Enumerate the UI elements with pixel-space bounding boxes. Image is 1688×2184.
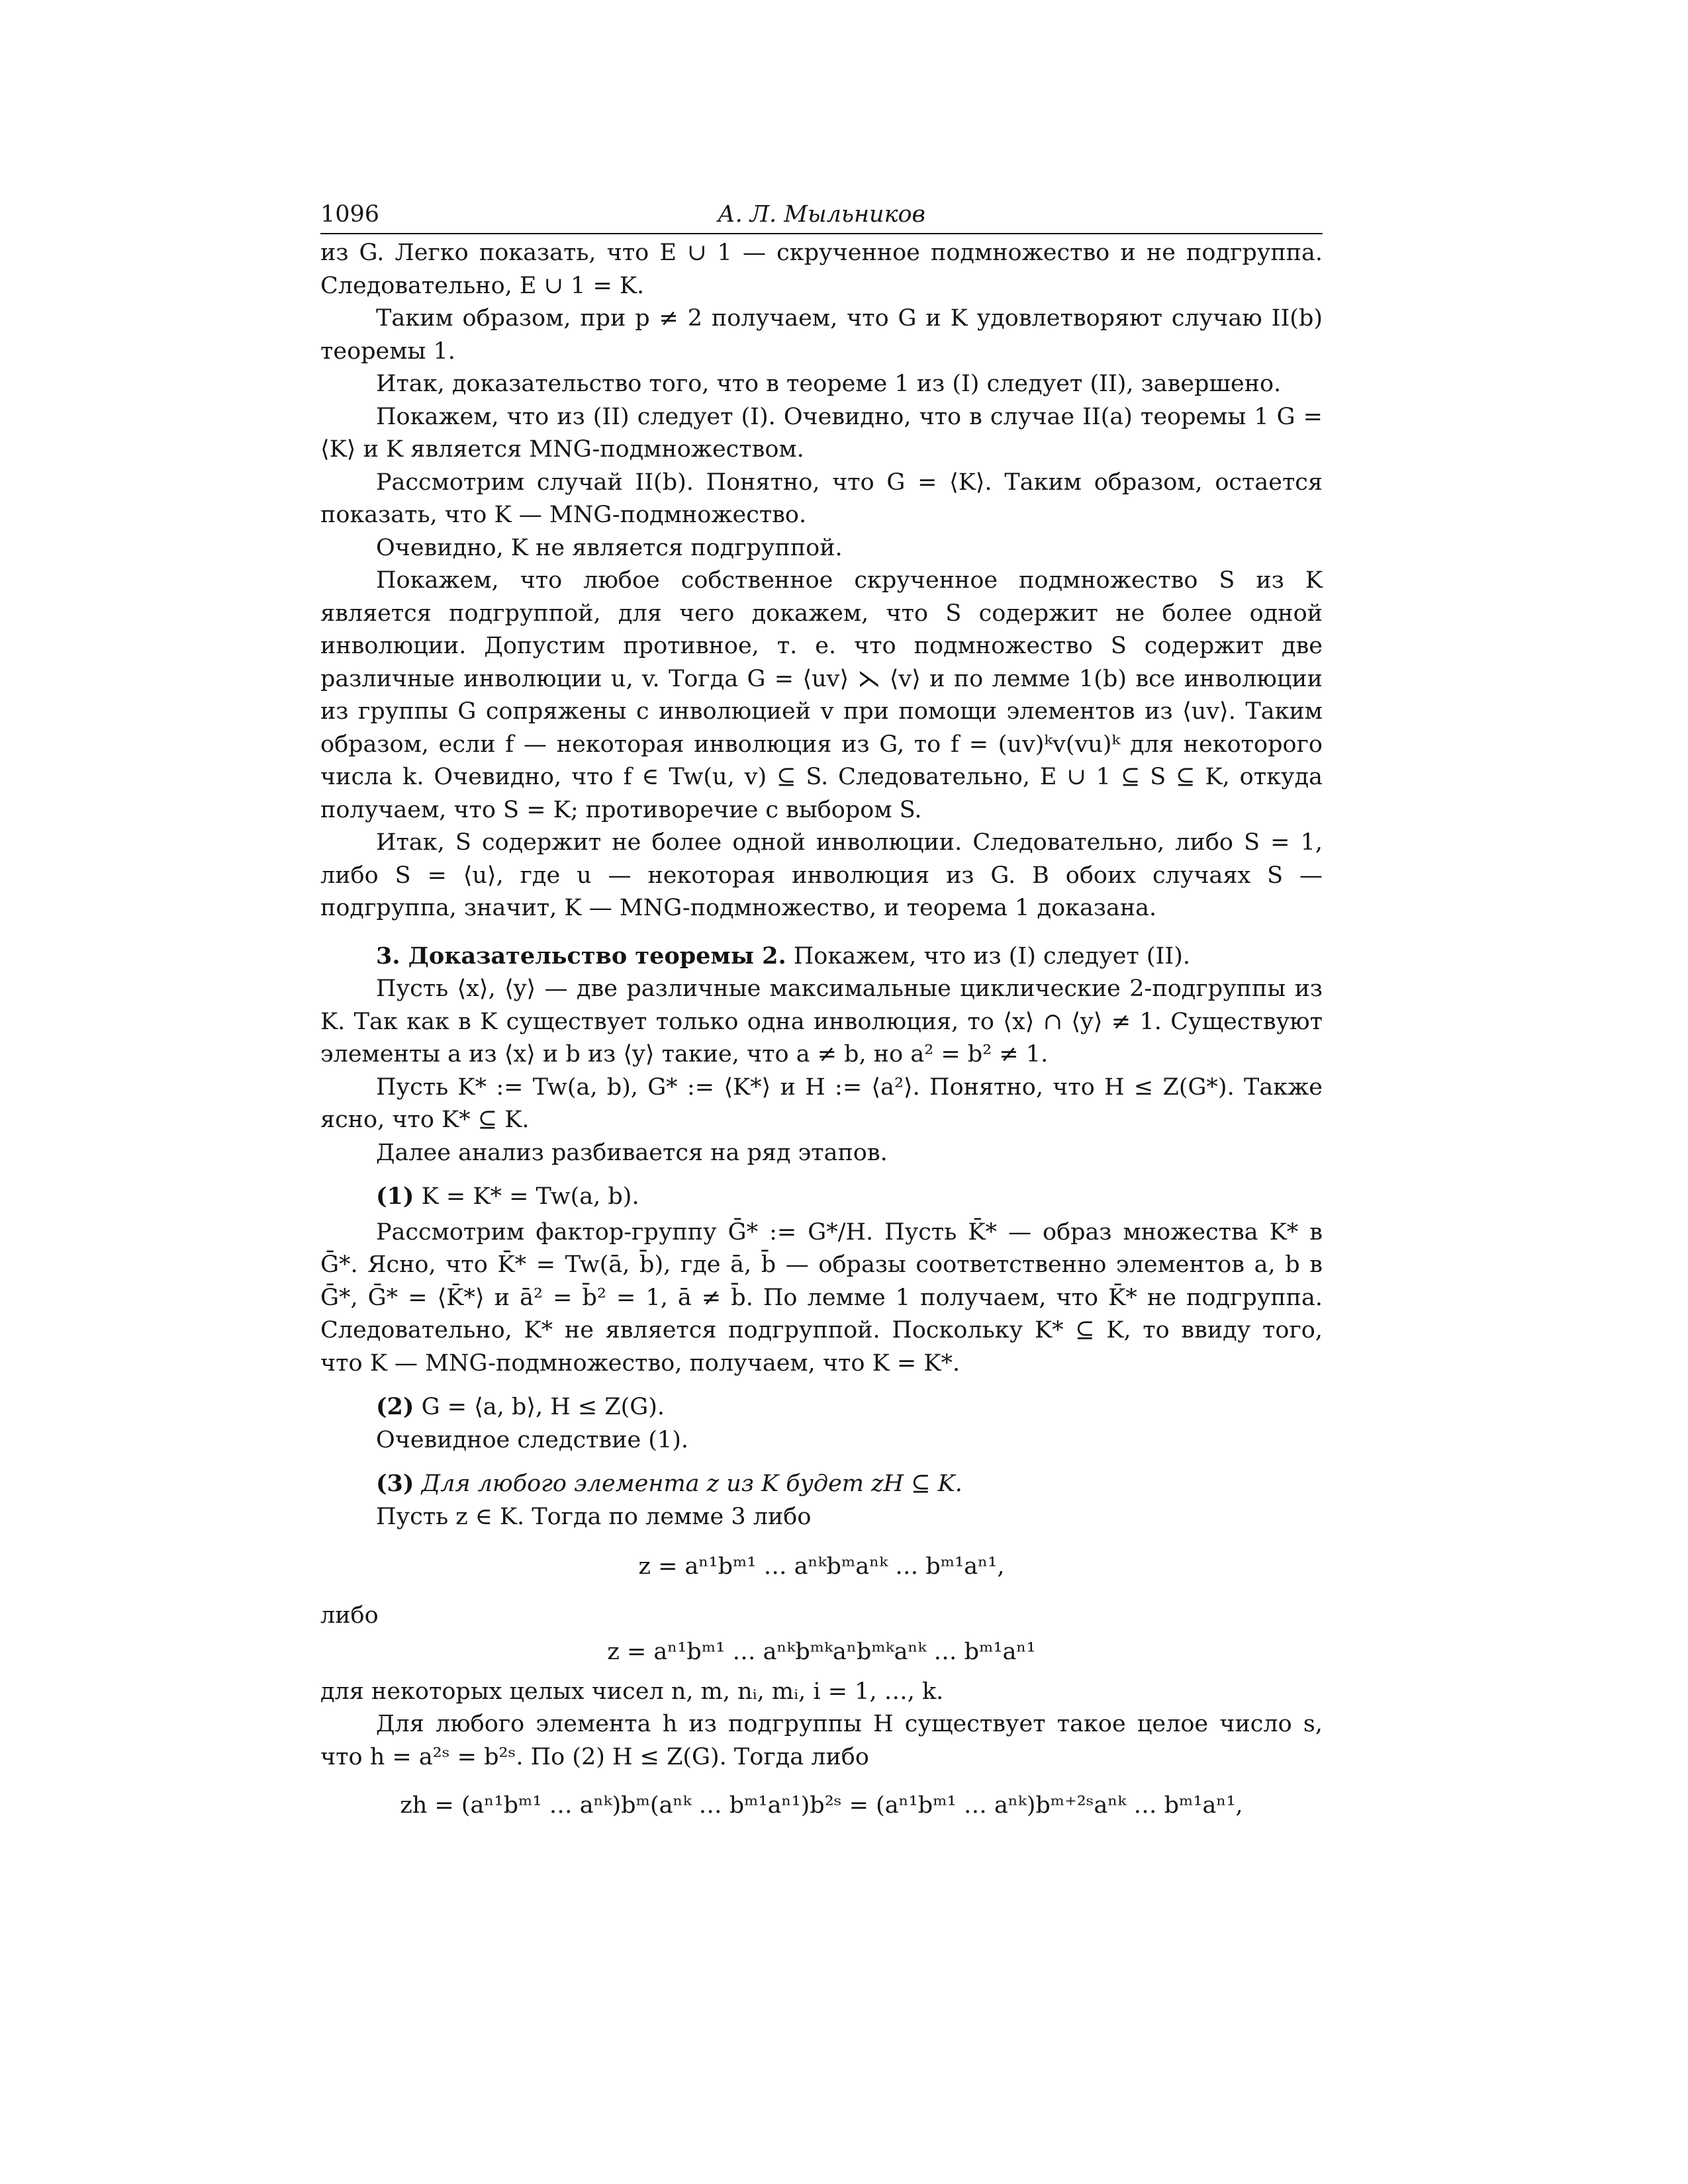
section-3-paragraph xyxy=(320,940,1323,974)
paragraph: Для любого элемента h из подгруппы H существует такое целое число s, что h = a²ˢ = b²ˢ. По (2) H ≤ Z(G). Тогда либо xyxy=(320,1711,1323,1770)
paragraph: для некоторых целых чисел n, m, nᵢ, mᵢ, i = 1, …, k. xyxy=(320,1678,944,1705)
page-number: 1096 xyxy=(320,201,380,228)
page xyxy=(320,199,1323,1823)
section-3-text: Покажем, что из (I) следует (II). xyxy=(786,942,1190,970)
equation-2: z = aⁿ¹bᵐ¹ … aⁿᵏbᵐᵏaⁿbᵐᵏaⁿᵏ … bᵐ¹aⁿ¹ xyxy=(607,1639,1036,1665)
paragraph: Покажем, что из (II) следует (I). Очевидно, что в случае II(a) теоремы 1 G = ⟨K⟩ и K является MNG-подмножеством. xyxy=(320,403,1323,463)
step-3-number: (3) xyxy=(376,1470,414,1497)
paragraph: Пусть z ∈ K. Тогда по лемме 3 либо xyxy=(376,1503,812,1530)
paragraph: Пусть K* := Tw(a, b), G* := ⟨K*⟩ и H := ⟨a²⟩. Понятно, что H ≤ Z(G*). Также ясно, что K* ⊆ K. xyxy=(320,1073,1323,1133)
step-2 xyxy=(320,1390,1323,1424)
step-2-statement: G = ⟨a, b⟩, H ≤ Z(G). xyxy=(414,1394,665,1420)
equation-1: z = aⁿ¹bᵐ¹ … aⁿᵏbᵐaⁿᵏ … bᵐ¹aⁿ¹, xyxy=(638,1553,1005,1580)
paragraph: из G. Легко показать, что E ∪ 1 — скрученное подмножество и не подгруппа. Следовательно, E ∪ 1 = K. xyxy=(320,240,1323,299)
paragraph: Рассмотрим случай II(b). Понятно, что G = ⟨K⟩. Таким образом, остается показать, что K — MNG-подмножество. xyxy=(320,469,1323,528)
running-header xyxy=(320,199,1323,234)
section-3-title: 3. Доказательство теоремы 2. xyxy=(376,942,786,970)
paragraph: либо xyxy=(320,1602,379,1629)
step-2-number: (2) xyxy=(376,1393,414,1420)
paragraph: Покажем, что любое собственное скрученное подмножество S из K является подгруппой, для чего докажем, что S содержит не более одной инволюции. Допустим противное, т. е. что подмножество S содержит две различные инволюции u, v. Тогда G = ⟨uv⟩ ⋋ ⟨v⟩ и по лемме 1(b) все инволюции из группы G сопряжены с инволюцией v при помощи элементов из ⟨uv⟩. Таким образом, если f — некоторая инволюция из G, то f = (uv)ᵏv(vu)ᵏ для некоторого числа k. Очевидно, что f ∈ Tw(u, v) ⊆ S. Следовательно, E ∪ 1 ⊆ S ⊆ K, откуда получаем, что S = K; противоречие с выбором S. xyxy=(320,567,1323,823)
paragraph: Далее анализ разбивается на ряд этапов. xyxy=(376,1139,888,1166)
paragraph: Очевидно, K не является подгруппой. xyxy=(376,534,843,561)
paragraph: Итак, S содержит не более одной инволюции. Следовательно, либо S = 1, либо S = ⟨u⟩, где u — некоторая инволюция из G. В обоих случаях S — подгруппа, значит, K — MNG-подмножество, и теорема 1 доказана. xyxy=(320,829,1323,921)
paragraph: Пусть ⟨x⟩, ⟨y⟩ — две различные максимальные циклические 2-подгруппы из K. Так как в K существует только одна инволюция, то ⟨x⟩ ∩ ⟨y⟩ ≠ 1. Существуют элементы a из ⟨x⟩ и b из ⟨y⟩ такие, что a ≠ b, но a² = b² ≠ 1. xyxy=(320,976,1323,1068)
equation-3: zh = (aⁿ¹bᵐ¹ … aⁿᵏ)bᵐ(aⁿᵏ … bᵐ¹aⁿ¹)b²ˢ = (aⁿ¹bᵐ¹ … aⁿᵏ)bᵐ⁺²ˢaⁿᵏ … bᵐ¹aⁿ¹, xyxy=(400,1792,1243,1819)
step-3-statement: Для любого элемента z из K будет zH ⊆ K. xyxy=(414,1471,962,1497)
paragraph: Таким образом, при p ≠ 2 получаем, что G и K удовлетворяют случаю II(b) теоремы 1. xyxy=(320,305,1323,365)
paragraph: Рассмотрим фактор-группу Ḡ* := G*/H. Пусть K̄* — образ множества K* в Ḡ*. Ясно, что K̄* = Tw(ā, b̄), где ā, b̄ — образы соответственно элементов a, b в Ḡ*, Ḡ* = ⟨K̄*⟩ и ā² = b̄² = 1, ā ≠ b̄. По лемме 1 получаем, что K̄* не подгруппа. Следовательно, K* не является подгруппой. Поскольку K* ⊆ K, то ввиду того, что K — MNG-подмножество, получаем, что K = K*. xyxy=(320,1218,1323,1377)
step-1-statement: K = K* = Tw(a, b). xyxy=(414,1183,639,1210)
step-3 xyxy=(320,1467,1323,1501)
step-1 xyxy=(320,1180,1323,1214)
step-1-number: (1) xyxy=(376,1183,414,1210)
running-author: А. Л. Мыльников xyxy=(718,201,925,228)
paragraph: Очевидное следствие (1). xyxy=(376,1426,689,1453)
paragraph: Итак, доказательство того, что в теореме 1 из (I) следует (II), завершено. xyxy=(376,371,1282,397)
